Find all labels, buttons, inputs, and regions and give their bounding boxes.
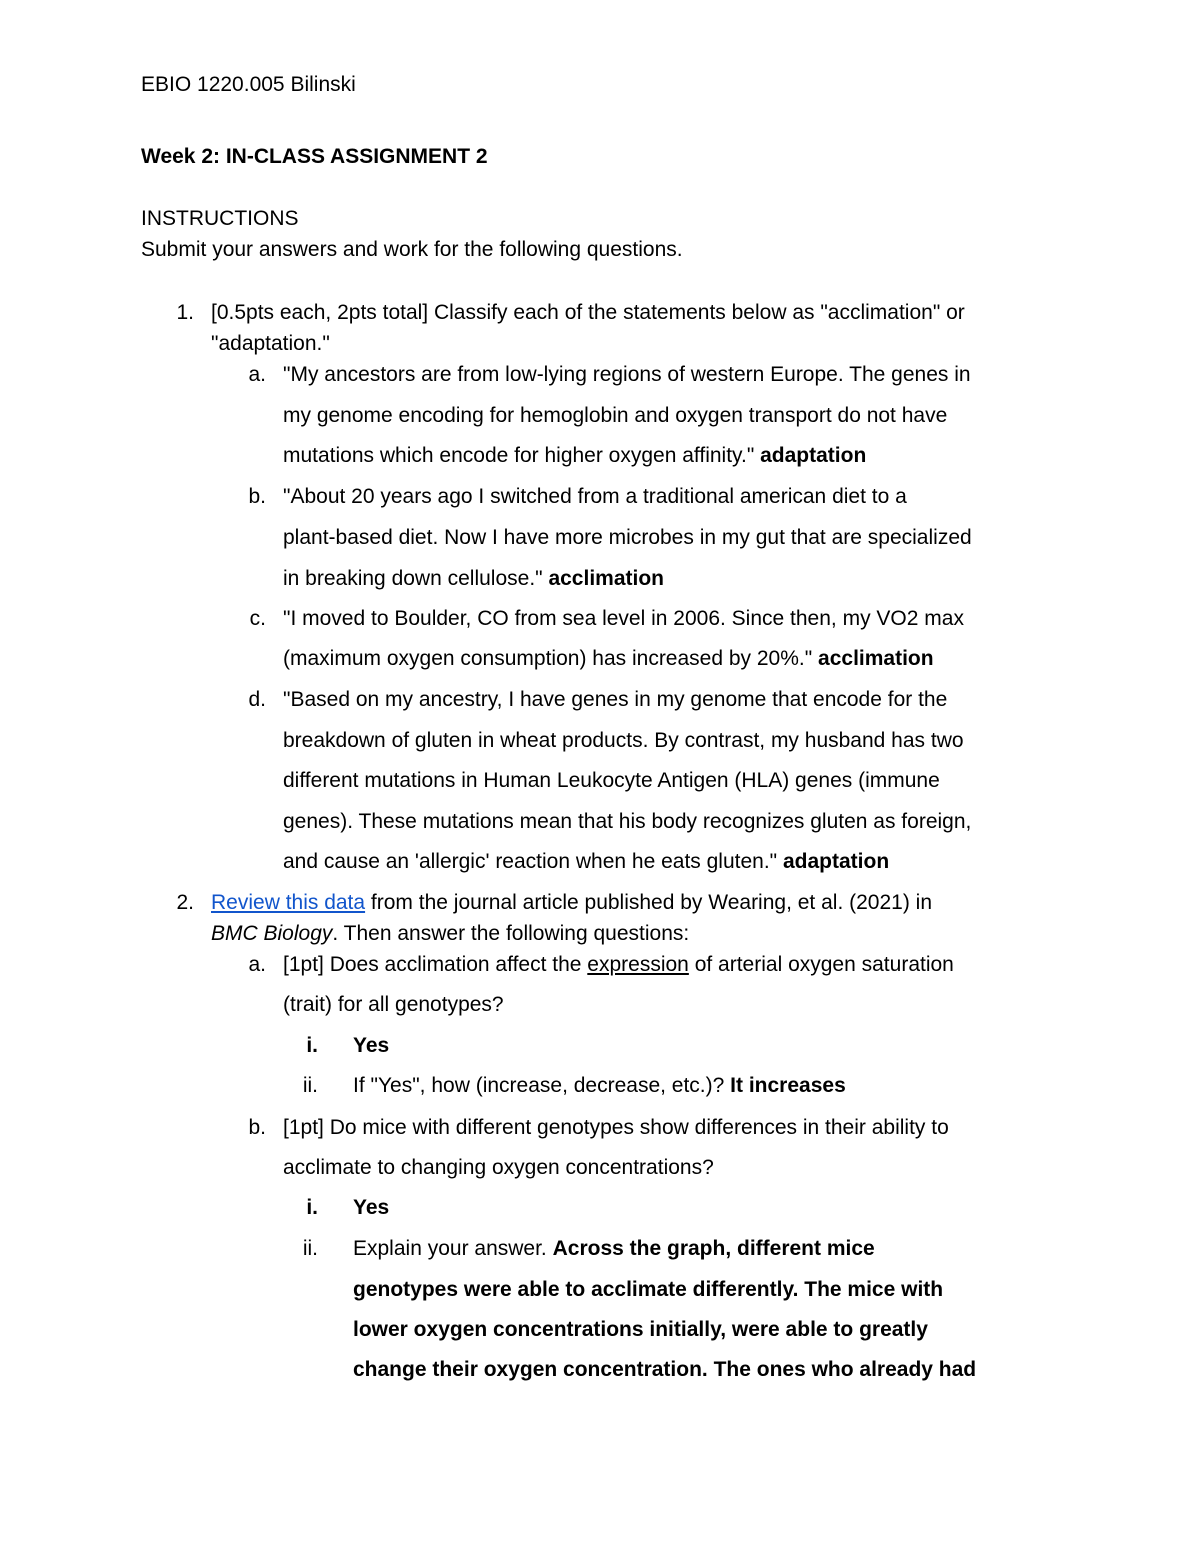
q1a-line3-text: mutations which encode for higher oxygen affinity." — [283, 444, 755, 467]
q2-prompt-line2 — [211, 923, 689, 944]
q2b-marker: b. — [248, 1116, 266, 1139]
q1b-line2: plant-based diet. Now I have more microbes in my gut that are specialized — [283, 526, 972, 549]
q1b-line1: "About 20 years ago I switched from a traditional american diet to a — [283, 485, 907, 508]
q1d-line2: breakdown of gluten in wheat products. By contrast, my husband has two — [283, 729, 964, 752]
instructions-text: Submit your answers and work for the following questions. — [141, 238, 683, 261]
q1-marker: 1. — [176, 301, 194, 324]
q2b-line1: [1pt] Do mice with different genotypes show differences in their ability to — [283, 1116, 949, 1139]
q1d-line4: genes). These mutations mean that his body recognizes gluten as foreign, — [283, 810, 972, 833]
q1b-line3 — [283, 568, 664, 589]
q1c-line2 — [283, 648, 934, 669]
q1b-answer: acclimation — [548, 567, 664, 590]
q2-marker: 2. — [176, 891, 194, 914]
q2b-ii-answer-part1: Across the graph, different mice — [552, 1237, 875, 1260]
q2b-ii-answer-line3: lower oxygen concentrations initially, were able to greatly — [353, 1318, 928, 1341]
q1d-answer: adaptation — [782, 850, 890, 873]
course-header: EBIO 1220.005 Bilinski — [141, 73, 356, 96]
q1d-line5-text: and cause an 'allergic' reaction when he eats gluten." — [283, 850, 778, 873]
q2-line1-rest: from the journal article published by Wearing, et al. (2021) in — [370, 891, 932, 914]
q1b-marker: b. — [248, 485, 266, 508]
q1c-answer: acclimation — [818, 647, 934, 670]
q2-line2-rest: . Then answer the following questions: — [332, 922, 690, 945]
q1c-line2-text: (maximum oxygen consumption) has increased by 20%." — [283, 647, 813, 670]
q2b-line2: acclimate to changing oxygen concentrations? — [283, 1156, 714, 1179]
instructions-heading: INSTRUCTIONS — [141, 207, 299, 230]
q2a-underlined-word: expression — [587, 953, 689, 976]
q2b-ii-answer-line4: change their oxygen concentration. The ones who already had — [353, 1358, 977, 1381]
q2a-ii-marker: ii. — [302, 1074, 318, 1097]
q2a-line1 — [283, 954, 954, 975]
q1c-line1: "I moved to Boulder, CO from sea level in 2006. Since then, my VO2 max — [283, 607, 964, 630]
q2a-ii-question: If "Yes", how (increase, decrease, etc.)? — [353, 1074, 725, 1097]
q2a-marker: a. — [248, 953, 266, 976]
q1d-marker: d. — [248, 688, 266, 711]
q1d-line5 — [283, 851, 889, 872]
q2a-i-marker: i. — [306, 1034, 318, 1057]
q1d-line1: "Based on my ancestry, I have genes in my genome that encode for the — [283, 688, 948, 711]
q2a-line1-post: of arterial oxygen saturation — [694, 953, 954, 976]
q2-prompt-line1 — [211, 892, 932, 913]
q1-prompt-line1: [0.5pts each, 2pts total] Classify each of the statements below as "acclimation" or — [211, 301, 965, 324]
q1a-marker: a. — [248, 363, 266, 386]
q2b-ii-marker: ii. — [302, 1237, 318, 1260]
q2b-ii-prompt: Explain your answer. — [353, 1237, 547, 1260]
q2b-i-marker: i. — [306, 1196, 318, 1219]
q2a-ii-answer: It increases — [730, 1074, 846, 1097]
q1-prompt-line2: "adaptation." — [211, 332, 330, 355]
page-title: Week 2: IN-CLASS ASSIGNMENT 2 — [141, 145, 488, 168]
q2a-ii-line — [353, 1075, 846, 1096]
q2a-line2: (trait) for all genotypes? — [283, 993, 504, 1016]
q2a-line1-pre: [1pt] Does acclimation affect the — [283, 953, 582, 976]
q2a-i-answer: Yes — [353, 1034, 390, 1057]
q1a-line1: "My ancestors are from low-lying regions of western Europe. The genes in — [283, 363, 971, 386]
q1c-marker: c. — [249, 607, 266, 630]
q1a-answer: adaptation — [760, 444, 867, 467]
q2b-ii-line1 — [353, 1238, 875, 1259]
q1a-line2: my genome encoding for hemoglobin and oxygen transport do not have — [283, 404, 948, 427]
q1a-line3 — [283, 445, 866, 466]
journal-name: BMC Biology — [211, 922, 333, 945]
q2b-i-answer: Yes — [353, 1196, 390, 1219]
review-data-link[interactable]: Review this data — [211, 891, 366, 914]
q1d-line3: different mutations in Human Leukocyte Antigen (HLA) genes (immune — [283, 769, 940, 792]
q2b-ii-answer-line2: genotypes were able to acclimate differently. The mice with — [353, 1278, 944, 1301]
q1b-line3-text: in breaking down cellulose." — [283, 567, 543, 590]
